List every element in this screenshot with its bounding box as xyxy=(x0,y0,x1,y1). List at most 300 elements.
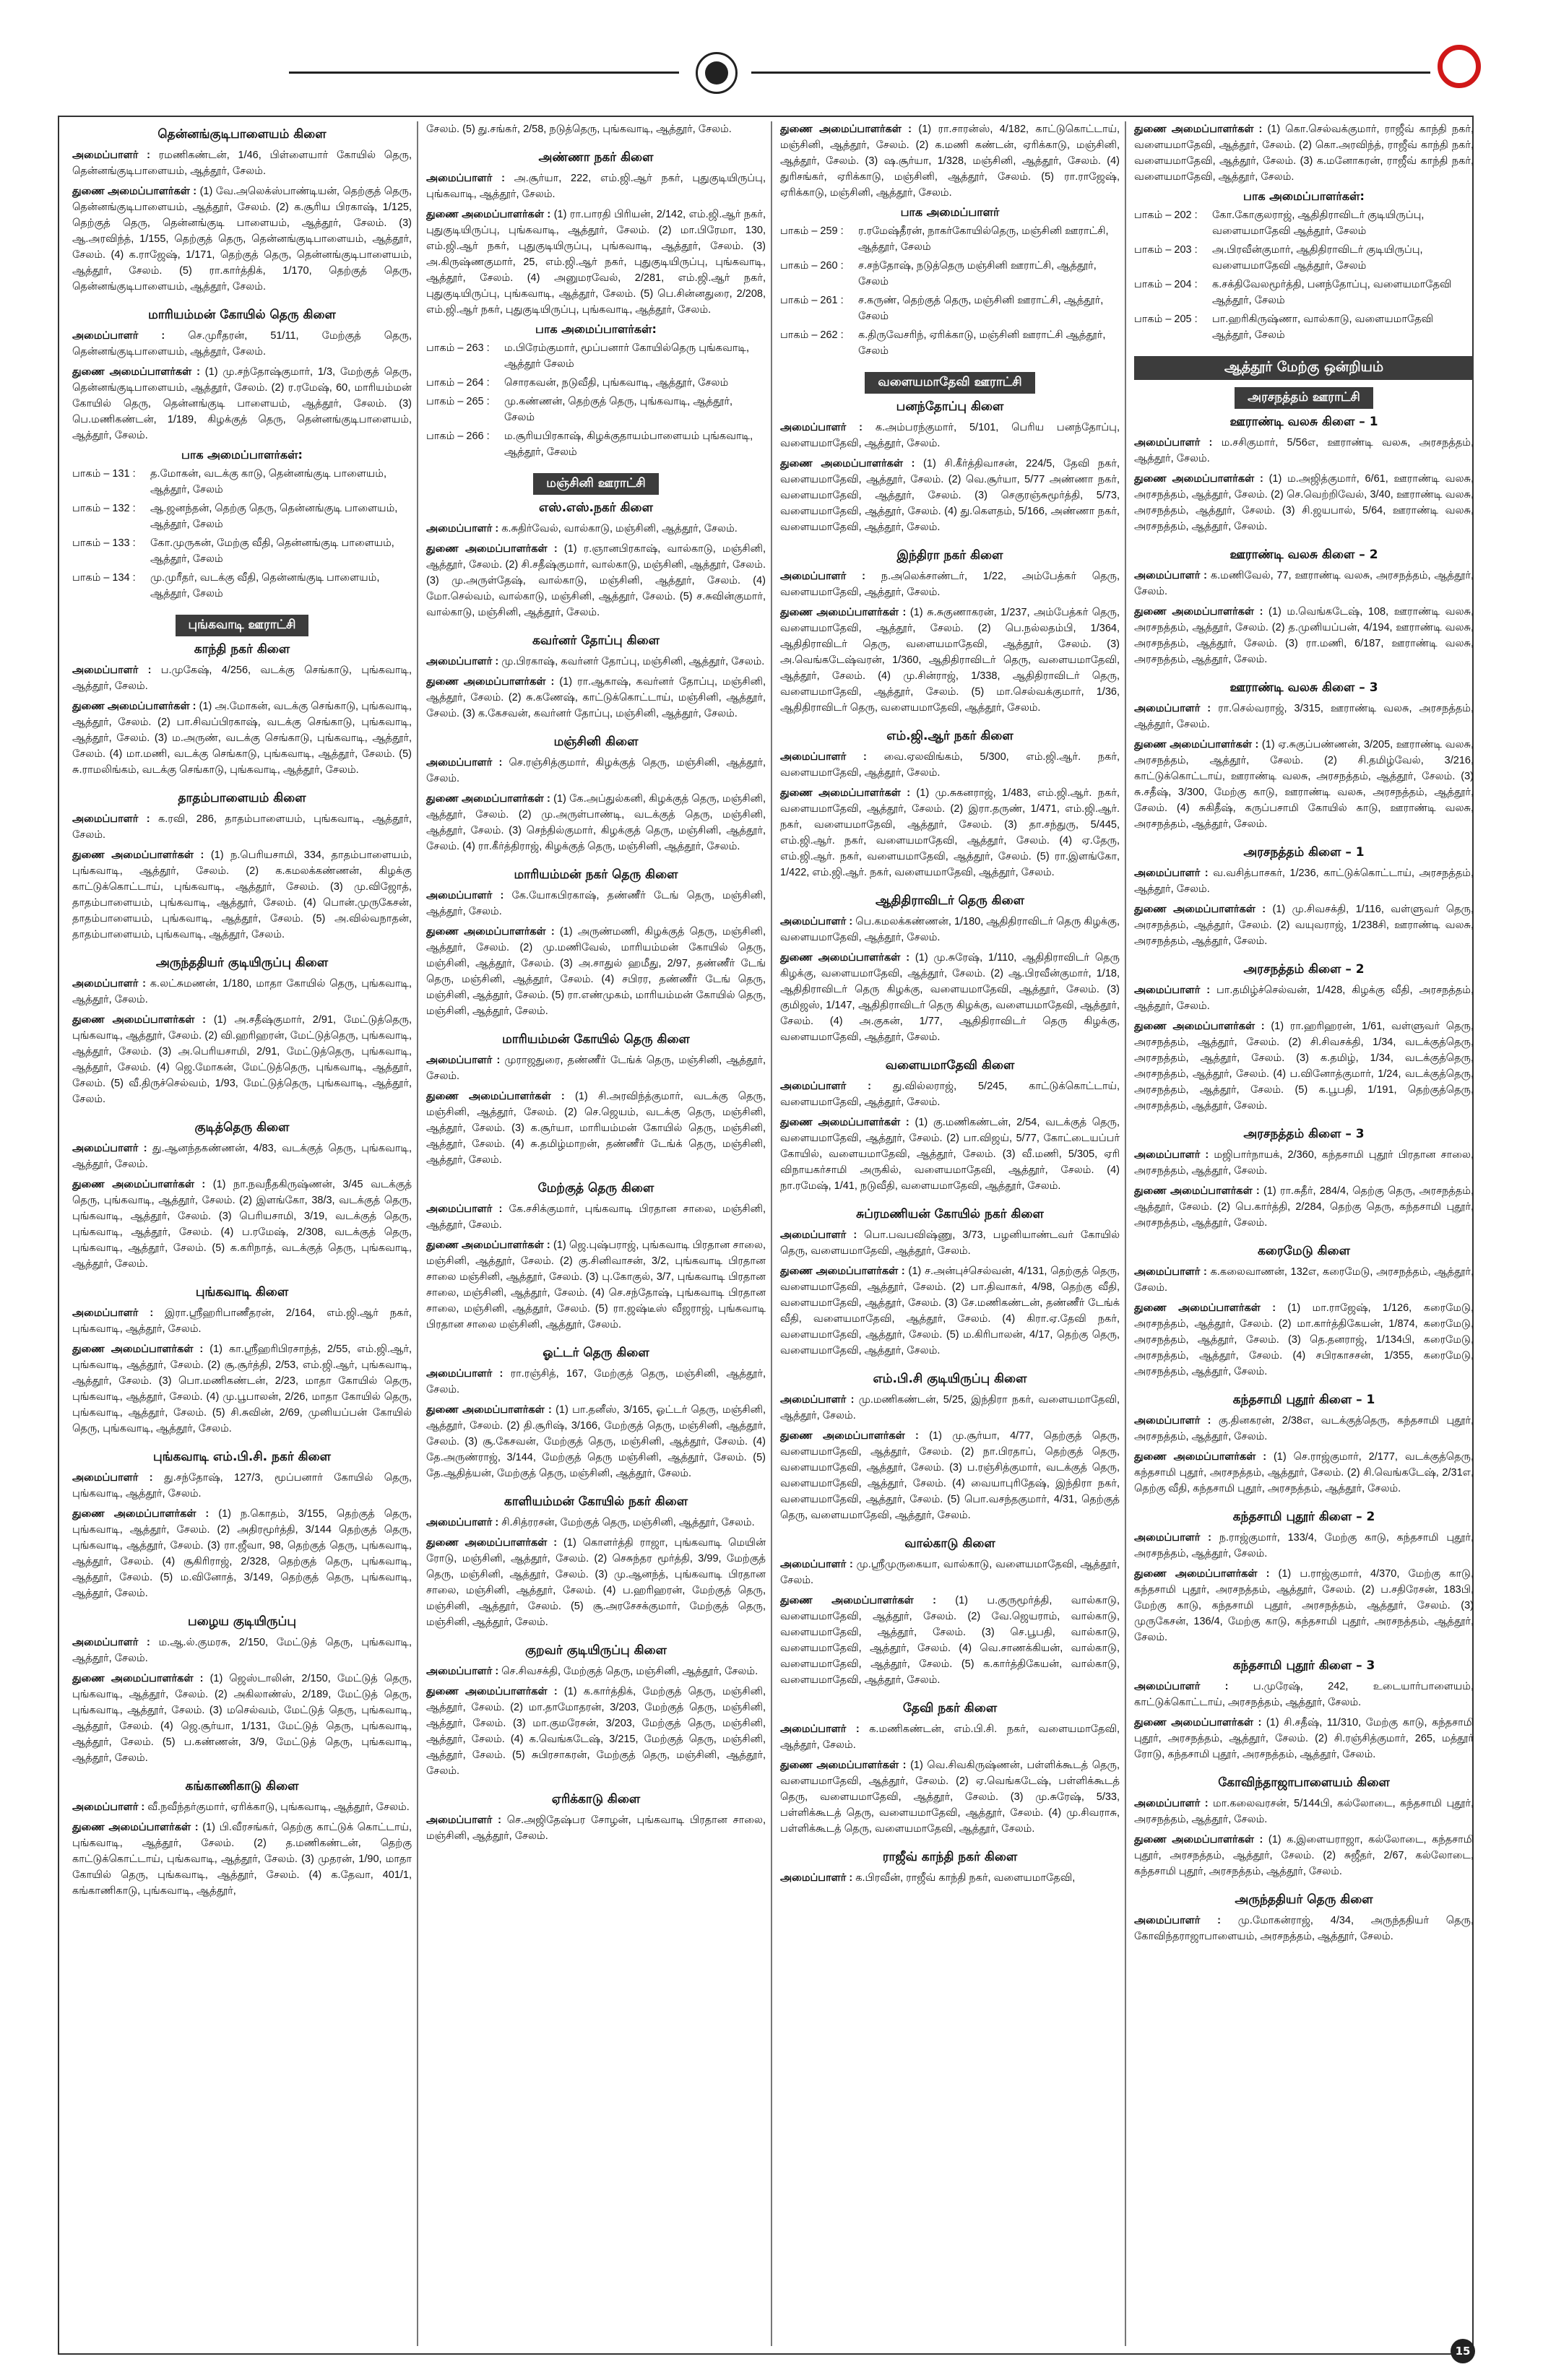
role-label: துணை அமைப்பாளர்கள் : xyxy=(1134,1834,1263,1845)
member-paragraph xyxy=(72,147,412,179)
role-label: துணை அமைப்பாளர்கள் : xyxy=(780,1117,909,1128)
role-label: துணை அமைப்பாளர்கள் : xyxy=(780,607,907,618)
branch-section xyxy=(72,1285,412,1437)
booth-row xyxy=(72,570,412,602)
role-label: அமைப்பாளர் : xyxy=(426,1666,499,1677)
member-text: க.ரவி, 286, தாதம்பாளையம், புங்கவாடி, ஆத்தூர், சேலம். xyxy=(72,813,412,841)
role-label: அமைப்பாளர் : xyxy=(426,1368,503,1380)
branch-section xyxy=(426,633,766,722)
branch-section xyxy=(780,1372,1120,1523)
role-label: துணை அமைப்பாளர்கள் : xyxy=(1134,1451,1267,1463)
booth-subtitle: பாக அமைப்பாளர்கள்: xyxy=(535,322,657,336)
branch-section xyxy=(1134,1510,1474,1645)
branch-title: குடித்தெரு கிளை xyxy=(194,1120,290,1135)
role-label: அமைப்பாளர் : xyxy=(780,1723,860,1735)
member-paragraph xyxy=(426,170,766,202)
column-4 xyxy=(1134,121,1474,2346)
branch-section xyxy=(780,372,1120,535)
role-label: அமைப்பாளர் : xyxy=(72,978,146,990)
role-label: துணை அமைப்பாளர்கள் : xyxy=(1134,1185,1260,1197)
booth-agent: கோ.கோகுலராஜ், ஆதிதிராவிடர் குடியிருப்பு, வளையமாதேவி ஆத்தூர், சேலம் xyxy=(1212,209,1425,237)
member-text: சி.சித்ரரசன், மேற்குத் தெரு, மஞ்சினி, ஆத்தூர், சேலம். xyxy=(501,1517,755,1528)
branch-title: கவர்னர் தோப்பு கிளை xyxy=(532,633,660,648)
role-label: துணை அமைப்பாளர்கள் : xyxy=(1134,1717,1262,1728)
branch-section xyxy=(780,1058,1120,1194)
role-label: அமைப்பாளர் : xyxy=(780,422,863,433)
branch-title: ஓட்டர் தெரு கிளை xyxy=(543,1346,649,1360)
role-label: துணை அமைப்பாளர்கள் : xyxy=(72,849,204,861)
booth-number: பாகம் – 205 : xyxy=(1134,313,1198,325)
member-text: (1) சி.கீர்த்திவாசன், 224/5, தேவி நகர், வளையமாதேவி, ஆத்தூர், சேலம். (2) வெ.சூர்யா, 5/77 அண்ணா நகர், வளையமாதேவி, ஆத்தூர், சேலம். (3) செகுரஞ்சுமூர்த்தி, 5/73, வளையமாதேவி, ஆத்தூர், சேலம். (4) து.கௌதம், 5/166, அண்ணா நகர், வளையமாதேவி, ஆத்தூர், சேலம். xyxy=(780,458,1120,533)
branch-section xyxy=(1134,1393,1474,1497)
role-label: அமைப்பாளர் : xyxy=(1134,867,1209,879)
member-paragraph xyxy=(1134,1264,1474,1296)
role-label: துணை அமைப்பாளர்கள் : xyxy=(1134,1021,1265,1032)
booth-number: பாகம் – 203 : xyxy=(1134,244,1198,256)
member-paragraph xyxy=(426,1366,766,1398)
booth-row xyxy=(426,375,766,391)
role-label: அமைப்பாளர் : xyxy=(1134,570,1208,581)
member-paragraph xyxy=(1134,121,1474,185)
role-label: அமைப்பாளர் : xyxy=(72,1143,147,1154)
branch-section xyxy=(426,1792,766,1844)
branch-section xyxy=(780,1850,1120,1886)
branch-section xyxy=(1134,121,1474,343)
branch-section xyxy=(1134,845,1474,949)
member-paragraph xyxy=(426,674,766,722)
member-paragraph xyxy=(426,1089,766,1168)
booth-number: பாகம் – 204 : xyxy=(1134,279,1198,290)
member-paragraph xyxy=(426,755,766,787)
member-paragraph xyxy=(1134,1832,1474,1879)
booth-number: பாகம் – 133 : xyxy=(72,537,136,549)
role-label: துணை அமைப்பாளர்கள் : xyxy=(426,209,551,220)
member-paragraph xyxy=(780,121,1120,201)
branch-title: காளியம்மன் கோயில் நகர் கிளை xyxy=(503,1494,688,1509)
booth-agent: மு.கண்ணன், தெற்குத் தெரு, புங்கவாடி, ஆத்தூர், சேலம் xyxy=(504,396,733,423)
role-label: துணை அமைப்பாளர்கள் : xyxy=(1134,473,1263,485)
branch-section xyxy=(1134,680,1474,832)
branch-title: வால்காடு கிளை xyxy=(904,1536,995,1551)
branch-section xyxy=(72,308,412,602)
branch-title: அரசநத்தம் கிளை – 1 xyxy=(1243,845,1365,860)
role-label: அமைப்பாளர் : xyxy=(72,330,165,342)
member-paragraph xyxy=(426,1684,766,1779)
member-text: செ.அஜிதேஷ்பர சோழன், புங்கவாடி பிரதான சாலை, மஞ்சினி, ஆத்தூர், சேலம். xyxy=(426,1814,766,1842)
branch-title: புங்கவாடி எம்.பி.சி. நகர் கிளை xyxy=(152,1450,331,1464)
branch-title: ஊராண்டி வலசு கிளை – 3 xyxy=(1229,680,1378,695)
branch-title: மாரியம்மன் கோயில் தெரு கிளை xyxy=(148,308,336,322)
member-text: (1) ரா.பாரதி பிரியன், 2/142, எம்.ஜி.ஆர் நகர், புதுகுடியிருப்பு, புங்கவாடி, ஆத்தூர், சேலம். (2) மா.பிரேமா, 130, எம்.ஜி.ஆர் நகர், புதுகுடியிருப்பு, புங்கவாடி, ஆத்தூர், சேலம். (3) அ.கிருஷ்ணகுமார், 25, எம்.ஜி.ஆர் நகர், புதுகுடியிருப்பு, புங்கவாடி, ஆத்தூர், சேலம். (4) அனுமரவேல், 2/281, எம்.ஜி.ஆர் நகர், புதுகுடியிருப்பு, புங்கவாடி, ஆத்தூர், சேலம். (5) பெ.சின்னதுரை, 2/208, எம்.ஜி.ஆர் நகர், புதுகுடியிருப்பு, புங்கவாடி, ஆத்தூர், சேலம். xyxy=(426,209,766,316)
branch-section xyxy=(72,1120,412,1272)
booth-agent: ர.ரமேஷ்தீரன், நாகர்கோயில்தெரு, மஞ்சினி ஊராட்சி, ஆத்தூர், சேலம் xyxy=(858,225,1109,253)
member-text: (1) வெ.சிவகிருஷ்ணன், பள்ளிக்கூடத் தெரு, வளையமாதேவி, ஆத்தூர், சேலம். (2) ஏ.வெங்கடேஷ், பள்ளிக்கூடத் தெரு, வளையமாதேவி, ஆத்தூர், சேலம். (3) மு.சுரேஷ், 5/33, பள்ளிக்கூடத் தெரு, வளையமாதேவி, ஆத்தூர், சேலம். (4) மு.சிவராசு, பள்ளிக்கூடத் தெரு, வளையமாதேவி, ஆத்தூர், சேலம். xyxy=(780,1760,1120,1835)
member-text: பா.தமிழ்ச்செல்வன், 1/428, கிழக்கு வீதி, அரசநத்தம், ஆத்தூர், சேலம். xyxy=(1134,985,1474,1012)
member-paragraph xyxy=(1134,1300,1474,1380)
member-text: மு.மணிகண்டன், 5/25, இந்திரா நகர், வளையமாதேவி, ஆத்தூர், சேலம். xyxy=(780,1394,1120,1421)
booth-number: பாகம் – 260 : xyxy=(780,260,844,272)
booth-number: பாகம் – 263 : xyxy=(426,342,490,354)
role-label: துணை அமைப்பாளர்கள் : xyxy=(426,543,558,555)
member-text: (1) வே.அலெக்ஸ்பாண்டியன், தெற்குத் தெரு, தென்னங்குடிபாளையம், ஆத்தூர், சேலம். (2) க.சூரிய பிரகாஷ், 1/125, தெற்குத் தெரு, தென்னங்குடி பாளையம், ஆத்தூர், சேலம். (3) ஆ.அரவிந்த், 1/155, தெற்குத் தெரு, தென்னங்குடிபாளையம், ஆத்தூர், சேலம். (4) க.ராஜேஷ், 1/171, தெற்குத் தெரு, தென்னங்குடிபாளையம், ஆத்தூர், சேலம். (5) ரா.கார்த்திக், 1/170, தெற்குத் தெரு, தென்னங்குடிபாளையம், ஆத்தூர், சேலம். xyxy=(72,186,412,293)
role-label: அமைப்பாளர் : xyxy=(1134,1415,1211,1427)
member-paragraph xyxy=(780,456,1120,535)
member-text: செ.ரஞ்சித்குமார், கிழக்குத் தெரு, மஞ்சினி, ஆத்தூர், சேலம். xyxy=(426,757,766,784)
member-text: (1) செ.ராஜ்குமார், 2/177, வடக்குத்தெரு, கந்தசாமி புதூர், அரசநத்தம், ஆத்தூர், சேலம். (2) சி.வெங்கடேஷ், 2/31எ, தெற்கு வீதி, கந்தசாமி புதூர், அரசநத்தம், ஆத்தூர், சேலம். xyxy=(1134,1451,1474,1494)
branch-section xyxy=(1134,356,1474,535)
member-paragraph xyxy=(1134,701,1474,732)
booth-row xyxy=(1134,311,1474,343)
role-label: துணை அமைப்பாளர்கள் : xyxy=(1134,1302,1276,1314)
branch-section xyxy=(72,127,412,295)
role-label: துணை அமைப்பாளர்கள் : xyxy=(1134,606,1263,618)
role-label: துணை அமைப்பாளர்கள் : xyxy=(780,124,912,135)
panchayat-banner: புங்கவாடி ஊராட்சி xyxy=(176,615,309,636)
role-label: அமைப்பாளர் : xyxy=(1134,1681,1229,1692)
member-text: க.சுதிர்வேல், வால்காடு, மஞ்சினி, ஆத்தூர், சேலம். xyxy=(501,523,738,535)
member-text: (1) சி.அரவிந்த்குமார், வடக்கு தெரு, மஞ்சினி, ஆத்தூர், சேலம். (2) செ.ஜெயம், வடக்கு தெரு, மஞ்சினி, ஆத்தூர், சேலம். (3) க.சூர்யா, மாரியம்மன் கோயில் தெரு, மஞ்சினி, ஆத்தூர், சேலம். (4) சு.தமிழ்மாறன், தண்ணீர் டேங்க் தெரு, மஞ்சினி, ஆத்தூர், சேலம். xyxy=(426,1091,766,1166)
member-text: பெ.கமலக்கண்ணன், 1/180, ஆதிதிராவிடர் தெரு கிழக்கு, வளையமாதேவி, ஆத்தூர், சேலம். xyxy=(780,916,1120,943)
member-paragraph xyxy=(1134,435,1474,467)
role-label: அமைப்பாளர் : xyxy=(1134,437,1213,449)
role-label: துணை அமைப்பாளர்கள் : xyxy=(426,1091,565,1102)
booth-row xyxy=(426,394,766,425)
role-label: அமைப்பாளர் : xyxy=(780,1559,853,1570)
role-label: அமைப்பாளர் : xyxy=(426,1055,501,1066)
member-text: (1) ந.கொதம், 3/155, தெற்குத் தெரு, புங்கவாடி, ஆத்தூர், சேலம். (2) அதிரமூர்த்தி, 3/144 தெற்குத் தெரு, புங்கவாடி, ஆத்தூர், சேலம். (3) ரா.ஜீவா, 98, தெற்குத் தெரு, புங்கவாடி, ஆத்தூர், சேலம். (4) சூகிரிராஜ், 2/328, தெற்குத் தெரு, புங்கவாடி, ஆத்தூர், சேலம். (5) ம.வினோத், 3/149, தெற்குத் தெரு, புங்கவாடி, ஆத்தூர், சேலம். xyxy=(72,1508,412,1599)
member-paragraph xyxy=(1134,1796,1474,1827)
member-paragraph xyxy=(1134,1183,1474,1231)
branch-title: ராஜீவ் காந்தி நகர் கிளை xyxy=(882,1850,1018,1864)
member-text: கே.யோகபிரகாஷ், தண்ணீர் டேங் தெரு, மஞ்சினி, ஆத்தூர், சேலம். xyxy=(426,890,766,917)
member-paragraph xyxy=(426,1201,766,1233)
member-paragraph xyxy=(426,121,766,137)
branch-title: காந்தி நகர் கிளை xyxy=(194,642,290,657)
booth-agent: அ.பிரவீன்குமார், ஆதிதிராவிடர் குடியிருப்பு, வளையமாதேவி ஆத்தூர், சேலம் xyxy=(1212,244,1423,272)
member-paragraph xyxy=(426,654,766,670)
panchayat-banner: வளையமாதேவி ஊராட்சி xyxy=(865,372,1034,394)
branch-section xyxy=(780,1701,1120,1837)
branch-section xyxy=(426,1346,766,1481)
header-rule-left xyxy=(289,72,679,74)
booth-agent: க.திருவேசரிந், ஏரிக்காடு, மஞ்சினி ஊராட்சி ஆத்தூர், சேலம் xyxy=(858,329,1106,357)
union-banner: ஆத்தூர் மேற்கு ஒன்றியம் xyxy=(1134,356,1474,380)
member-text: து.சந்தோஷ், 127/3, மூப்பனார் கோயில் தெரு, புங்கவாடி, ஆத்தூர், சேலம். xyxy=(72,1472,412,1500)
member-paragraph xyxy=(72,183,412,295)
role-label: அமைப்பாளர் : xyxy=(72,1637,150,1648)
page-number: 15 xyxy=(1451,2339,1475,2363)
member-paragraph xyxy=(72,1635,412,1666)
member-paragraph xyxy=(426,791,766,854)
member-text: (1) ந.பெரியசாமி, 334, தாதம்பாளையம், புங்கவாடி, ஆத்தூர், சேலம். (2) க.கமலக்கண்ணன், கிழக்கு காட்டுக்கொட்டாய், புங்கவாடி, ஆத்தூர், சேலம். (3) மு.விஜோத், தாதம்பாளையம், புங்கவாடி, ஆத்தூர், சேலம். (4) பொன்.முருகேசன், தாதம்பாளையம், புங்கவாடி, ஆத்தூர், சேலம். (5) அ.வில்வநாதன், தாதம்பாளையம், புங்கவாடி, ஆத்தூர், சேலம். xyxy=(72,849,412,940)
branch-section xyxy=(426,150,766,460)
branch-section xyxy=(1134,1244,1474,1380)
branch-section xyxy=(426,1032,766,1168)
branch-section xyxy=(72,1450,412,1601)
branch-title: தென்னங்குடிபாளையம் கிளை xyxy=(157,127,327,142)
branch-title: எம்.பி.சி குடியிருப்பு கிளை xyxy=(873,1372,1027,1386)
member-paragraph xyxy=(72,1341,412,1437)
booth-agent: த.மோகன், வடக்கு காடு, தென்னங்குடி பாளையம், ஆத்தூர், சேலம் xyxy=(150,468,387,496)
role-label: துணை அமைப்பாளர்கள் : xyxy=(72,1673,204,1684)
role-label: துணை அமைப்பாளர்கள் : xyxy=(72,1343,204,1355)
role-label: அமைப்பாளர் : xyxy=(1134,1149,1209,1161)
header-rule-right xyxy=(751,72,1430,74)
column-divider xyxy=(1125,121,1126,2346)
member-paragraph xyxy=(72,1799,412,1815)
branch-title: பனந்தோப்பு கிளை xyxy=(896,399,1004,414)
member-text: முராஜதுரை, தண்ணீர் டேங்க் தெரு, மஞ்சினி, ஆத்தூர், சேலம். xyxy=(426,1055,766,1082)
role-label: அமைப்பாளர் : xyxy=(1134,1532,1211,1544)
member-paragraph xyxy=(426,207,766,318)
role-label: துணை அமைப்பாளர்கள் : xyxy=(426,1686,558,1697)
booth-row xyxy=(1134,207,1474,239)
member-text: ந.அலெக்சாண்டர், 1/22, அம்பேத்கர் தெரு, வளையமாதேவி, ஆத்தூர், சேலம். xyxy=(780,571,1120,598)
member-text: (1) ப.ராஜ்குமார், 4/370, மேற்கு காடு, கந்தசாமி புதூர், அரசநத்தம், ஆத்தூர், சேலம். (2) ப.சதிரேசன், 183பி, மேற்கு காடு, கந்தசாமி புதூர், அரசநத்தம், ஆத்தூர், சேலம். (3) முருகேசன், 136/4, மேற்கு காடு, கந்தசாமி புதூர், அரசநத்தம், ஆத்தூர், சேலம். xyxy=(1134,1568,1474,1643)
member-paragraph xyxy=(780,1757,1120,1837)
member-text: மு.ஸ்ரீமுருகையா, வால்காடு, வளையமாதேவி, ஆத்தூர், சேலம். xyxy=(780,1559,1120,1586)
branch-title: கோவிந்தாஜாபாளையம் கிளை xyxy=(1218,1775,1390,1790)
role-label: அமைப்பாளர் : xyxy=(426,523,499,535)
role-label: துணை அமைப்பாளர்கள் : xyxy=(1134,124,1263,135)
member-text: (1) அ.மோகன், வடக்கு செங்காடு, புங்கவாடி, ஆத்தூர், சேலம். (2) பா.சிவப்பிரகாஷ், வடக்கு செங்காடு, புங்கவாடி, ஆத்தூர், சேலம். (3) ம.அருண், வடக்கு செங்காடு, புங்கவாடி, ஆத்தூர், சேலம். (4) மா.மணி, வடக்கு செங்காடு, புங்கவாடி, ஆத்தூர், சேலம். (5) சு.ராமலிங்கம், வடக்கு செங்காடு, புங்கவாடி, ஆத்தூர், சேலம். xyxy=(72,701,412,776)
member-paragraph xyxy=(780,1593,1120,1688)
booth-number: பாகம் – 131 : xyxy=(72,468,136,480)
branch-section xyxy=(72,1614,412,1766)
booth-row xyxy=(780,327,1120,359)
role-label: துணை அமைப்பாளர்கள் : xyxy=(1134,904,1266,915)
column-divider xyxy=(417,121,418,2346)
booth-number: பாகம் – 266 : xyxy=(426,430,490,442)
member-paragraph xyxy=(1134,1913,1474,1944)
branch-title: பழைய குடியிருப்பு xyxy=(188,1614,296,1629)
branch-title: அருந்ததியர் தெரு கிளை xyxy=(1235,1892,1373,1907)
member-text: (1) கே.அப்துல்கனி, கிழக்குத் தெரு, மஞ்சினி, ஆத்தூர், சேலம். (2) மு.அருள்பாண்டி, வடக்குத் தெரு, மஞ்சினி, ஆத்தூர், சேலம். (3) செந்தில்குமார், கிழக்குத் தெரு, மஞ்சினி, ஆத்தூர், சேலம். (4) ரா.கீர்த்திராஜ், கிழக்குத் தெரு, மஞ்சினி, ஆத்தூர், சேலம். xyxy=(426,793,766,852)
member-text: சேலம். (5) து.சங்கர், 2/58, நடுத்தெரு, புங்கவாடி, ஆத்தூர், சேலம். xyxy=(426,124,732,135)
role-label: அமைப்பாளர் : xyxy=(780,1872,853,1884)
member-paragraph xyxy=(1134,1566,1474,1645)
booth-agent: ச.கருண், தெற்குத் தெரு, மஞ்சினி ஊராட்சி, ஆத்தூர், சேலம் xyxy=(858,295,1104,322)
role-label: துணை அமைப்பாளர்கள் : xyxy=(72,1508,209,1520)
member-text: பொ.பவபவிஷ்ணு, 3/73, பழனியாண்டவர் கோயில் தெரு, வளையமாதேவி, ஆத்தூர், சேலம். xyxy=(780,1229,1120,1257)
branch-title: சுப்ரமணியன் கோயில் நகர் கிளை xyxy=(856,1207,1044,1221)
member-paragraph xyxy=(1134,982,1474,1014)
member-paragraph xyxy=(426,1663,766,1679)
role-label: அமைப்பாளர் : xyxy=(780,1081,871,1092)
branch-title: கந்தசாமி புதூர் கிளை – 1 xyxy=(1232,1393,1375,1407)
booth-row xyxy=(426,428,766,460)
branch-section xyxy=(780,548,1120,716)
booth-row xyxy=(1134,277,1474,308)
member-text: து.வில்லராஜ், 5/245, காட்டுக்கொட்டாய், வளையமாதேவி, ஆத்தூர், சேலம். xyxy=(780,1081,1120,1108)
column-2 xyxy=(426,121,766,2346)
member-text: க.மணிகண்டன், எம்.பி.சி. நகர், வளையமாதேவி, ஆத்தூர், சேலம். xyxy=(780,1723,1120,1751)
member-text: ப.முகேஷ், 4/256, வடக்கு செங்காடு, புங்கவாடி, ஆத்தூர், சேலம். xyxy=(72,665,412,692)
member-text: ரா.செல்வராஜ், 3/315, ஊராண்டி வலசு, அரசநத்தம், ஆத்தூர், சேலம். xyxy=(1134,703,1474,730)
booth-subtitle: பாக அமைப்பாளர் xyxy=(900,205,1000,219)
member-text: (1) ஜெ.புஷ்பராஜ், புங்கவாடி பிரதான சாலை, மஞ்சினி, ஆத்தூர், சேலம். (2) கு.சினிவாசன், 3/2, புங்கவாடி பிரதான சாலை மஞ்சினி, ஆத்தூர், சேலம். (3) பு.கோகுல், 3/7, புங்கவாடி பிரதான சாலை, மஞ்சினி, ஆத்தூர், சேலம். (4) செ.சந்தோஷ், புங்கவாடி பிரதான சாலை, மஞ்சினி, ஆத்தூர், சேலம். (5) ரா.ஜஷ்டீஸ் வீஜராஜ், புங்கவாடி பிரதான சாலை மஞ்சினி, ஆத்தூர், சேலம். xyxy=(426,1239,766,1330)
member-text: ப.முரேஷ், 242, உடையார்பாளையம், காட்டுக்கொட்டாய், அரசநத்தம், ஆத்தூர், சேலம். xyxy=(1134,1681,1474,1708)
branch-section xyxy=(426,1643,766,1779)
member-paragraph xyxy=(1134,865,1474,897)
member-text: மா.கலைவரசன், 5/144பி, கல்லோடை, கந்தசாமி புதூர், அரசநத்தம், ஆத்தூர், சேலம். xyxy=(1134,1798,1474,1825)
booth-number: பாகம் – 202 : xyxy=(1134,209,1198,221)
branch-title: தேவி நகர் கிளை xyxy=(902,1701,998,1715)
member-text: (1) ரா.சுதீர், 284/4, தெற்கு தெரு, அரசநத்தம், ஆத்தூர், சேலம். (2) பெ.கார்த்தி, 2/284, தெற்கு தெரு, கந்தசாமி புதூர், அரசநத்தம், ஆத்தூர், சேலம். xyxy=(1134,1185,1474,1229)
role-label: துணை அமைப்பாளர்கள் : xyxy=(780,1595,936,1606)
member-text: மு.மோகன்ராஜ், 4/34, அருந்ததியர் தெரு, கோவிந்தராஜாபாளையம், அரசநத்தம், ஆத்தூர், சேலம். xyxy=(1134,1915,1474,1942)
branch-section xyxy=(426,121,766,137)
member-text: (1) மா.ராஜேஷ், 1/126, கரைமேடு, அரசநத்தம், ஆத்தூர், சேலம். (2) மா.கார்த்திகேயன், 1/874, கரைமேடு, அரசநத்தம், ஆத்தூர், சேலம். (3) தெ.தனராஜ், 1/134பி, கரைமேடு, அரசநத்தம், ஆத்தூர், சேலம். (4) சபிரகாசசன், 1/355, கரைமேடு, அரசநத்தம், ஆத்தூர், சேலம். xyxy=(1134,1302,1474,1377)
member-text: கு.தினகரன், 2/38எ, வடக்குத்தெரு, கந்தசாமி புதூர், அரசநத்தம், ஆத்தூர், சேலம். xyxy=(1134,1415,1474,1442)
member-text: (1) ரா.ஹரிஹரன், 1/61, வள்ளுவர் தெரு, அரசநத்தம், ஆத்தூர், சேலம். (2) சி.சிவசக்தி, 1/34, வடக்குத்தெரு, அரசநத்தம், ஆத்தூர், சேலம். (3) க.தமிழ், 1/34, வடக்குத்தெரு, அரசநத்தம், ஆத்தூர், சேலம். (4) ப.வினோத்குமார், 1/24, வடக்குத்தெரு, அரசநத்தம், ஆத்தூர், சேலம். (5) க.பூபதி, 1/191, தெற்குத்தெரு, அரசநத்தம், ஆத்தூர், சேலம். xyxy=(1134,1021,1474,1112)
member-text: வை.ஏலவிங்கம், 5/300, எம்.ஜி.ஆர். நகர், வளையமாதேவி, ஆத்தூர், சேலம். xyxy=(780,751,1120,779)
branch-section xyxy=(780,121,1120,359)
role-label: துணை அமைப்பாளர்கள் : xyxy=(426,676,555,688)
branch-section xyxy=(780,1536,1120,1688)
member-text: (1) ம.அஜித்குமார், 6/61, ஊராண்டி வலசு, அரசநத்தம், ஆத்தூர், சேலம். (2) செ.வெற்றிவேல், 3/40, ஊராண்டி வலசு, அரசநத்தம், ஆத்தூர், சேலம். (3) சி.ஜயபால், 5/64, ஊராண்டி வலசு, அரசநத்தம், ஆத்தூர், சேலம். xyxy=(1134,473,1474,532)
branch-title: குறவர் குடியிருப்பு கிளை xyxy=(525,1643,667,1658)
booth-row xyxy=(1134,242,1474,274)
panchayat-banner: அரசநத்தம் ஊராட்சி xyxy=(1235,387,1373,409)
branch-title: அண்ணா நகர் கிளை xyxy=(538,150,654,165)
member-text: (1) ரா.ஆகாஷ், கவர்னர் தோப்பு, மஞ்சினி, ஆத்தூர், சேலம். (2) சு.கணேஷ், காட்டுக்கொட்டாய், மஞ்சினி, ஆத்தூர், சேலம். (3) க.கேசவன், கவர்னர் தோப்பு, மஞ்சினி, ஆத்தூர், சேலம். xyxy=(426,676,766,719)
booth-row xyxy=(426,340,766,372)
role-label: அமைப்பாளர் : xyxy=(780,1394,855,1406)
member-text: (1) மு.சந்தோஷ்குமார், 1/3, மேற்குத் தெரு, தென்னங்குடிபாளையம், ஆத்தூர், சேலம். (2) ர.ரமேஷ், 60, மாரியம்மன் கோயில் தெரு, தென்னங்குடி பாளையம், ஆத்தூர், சேலம். (3) பெ.மணிகண்டன், 1/189, கிழக்குத் தெரு, தென்னங்குடிபாளையம், ஆத்தூர், சேலம். xyxy=(72,366,412,441)
member-text: ரமணிகண்டன், 1/46, பிள்ளையார் கோயில் தெரு, தென்னங்குடிபாளையம், ஆத்தூர், சேலம். xyxy=(72,150,412,177)
branch-section xyxy=(1134,1658,1474,1762)
role-label: அமைப்பாளர் : xyxy=(72,665,152,676)
branch-title: கந்தசாமி புதூர் கிளை – 2 xyxy=(1232,1510,1375,1524)
member-paragraph xyxy=(780,1227,1120,1259)
member-text: கே.சசிக்குமார், புங்கவாடி பிரதான சாலை, மஞ்சினி, ஆத்தூர், சேலம். xyxy=(426,1203,766,1231)
booth-agent: ம.பிரேம்குமார், மூப்பனார் கோயில்தெரு புங்கவாடி, ஆத்தூர் சேலம் xyxy=(504,342,749,370)
branch-title: கங்காணிகாடு கிளை xyxy=(185,1779,299,1793)
member-text: க.பிரவீன், ராஜீவ் காந்தி நகர், வளையமாதேவி, xyxy=(855,1872,1076,1884)
member-paragraph xyxy=(1134,737,1474,832)
role-label: துணை அமைப்பாளர்கள் : xyxy=(1134,739,1259,750)
member-paragraph xyxy=(72,364,412,443)
member-paragraph xyxy=(72,1141,412,1172)
branch-title: ஊராண்டி வலசு கிளை – 2 xyxy=(1229,548,1378,562)
branch-title: தாதம்பாளையம் கிளை xyxy=(178,791,306,805)
member-paragraph xyxy=(780,950,1120,1045)
member-paragraph xyxy=(72,847,412,943)
role-label: துணை அமைப்பாளர்கள் : xyxy=(780,1760,907,1771)
branch-title: அரசநத்தம் கிளை – 2 xyxy=(1243,962,1365,977)
branch-section xyxy=(780,729,1120,880)
member-paragraph xyxy=(1134,1530,1474,1562)
member-paragraph xyxy=(780,749,1120,781)
member-paragraph xyxy=(72,328,412,360)
member-paragraph xyxy=(72,1305,412,1337)
member-text: (1) சி.சதீஷ், 11/310, மேற்கு காடு, கந்தசாமி புதூர், அரசநத்தம், ஆத்தூர், சேலம். (2) சி.ரஞ்சித்குமார், 265, மத்தூர் ரோடு, கந்தசாமி புதூர், அரசநத்தம், ஆத்தூர், சேலம். xyxy=(1134,1717,1474,1760)
member-paragraph xyxy=(72,1506,412,1601)
branch-title: எஸ்.எஸ்.நகர் கிளை xyxy=(539,501,653,515)
role-label: துணை அமைப்பாளர்கள் : xyxy=(72,701,196,712)
member-text: க.அம்பரந்குமார், 5/101, பெரிய பனந்தோப்பு, வளையமாதேவி, ஆத்தூர், சேலம். xyxy=(780,422,1120,449)
member-text: மு.பிரகாஷ், கவர்னர் தோப்பு, மஞ்சினி, ஆத்தூர், சேலம். xyxy=(501,656,765,667)
member-paragraph xyxy=(1134,901,1474,949)
branch-section xyxy=(72,791,412,943)
branch-section xyxy=(426,735,766,854)
branch-title: மேற்குத் தெரு கிளை xyxy=(537,1181,654,1195)
role-label: அமைப்பாளர் : xyxy=(426,890,504,901)
role-label: அமைப்பாளர் : xyxy=(72,1801,145,1813)
branch-section xyxy=(426,1494,766,1630)
member-paragraph xyxy=(780,1721,1120,1753)
branch-title: ஊராண்டி வலசு கிளை – 1 xyxy=(1229,415,1378,429)
role-label: துணை அமைப்பாளர்கள் : xyxy=(426,1239,550,1251)
member-paragraph xyxy=(72,662,412,694)
member-text: ரா.ரஞ்சித், 167, மேற்குத் தெரு, மஞ்சினி, ஆத்தூர், சேலம். xyxy=(426,1368,766,1395)
booth-row xyxy=(72,535,412,567)
member-paragraph xyxy=(1134,1018,1474,1114)
branch-section xyxy=(1134,1775,1474,1879)
member-paragraph xyxy=(426,521,766,537)
role-label: அமைப்பாளர் : xyxy=(1134,1266,1207,1278)
booth-agent: ச.சந்தோஷ், நடுத்தெரு மஞ்சினி ஊராட்சி, ஆத்தூர், சேலம் xyxy=(858,260,1097,287)
branch-title: அருந்ததியர் குடியிருப்பு கிளை xyxy=(155,956,329,970)
member-paragraph xyxy=(780,1557,1120,1588)
member-paragraph xyxy=(72,1671,412,1766)
member-text: (1) ச.அன்புச்செல்வன், 4/131, தெற்குத் தெரு, வளையமாதேவி, ஆத்தூர், சேலம். (2) பா.திவாகர், 4/98, தெற்கு வீதி, வளையமாதேவி, ஆத்தூர், சேலம். (3) சே.மணிகண்டன், தண்ணீர் டேங்க் வீதி, வளையமாதேவி, ஆத்தூர், சேலம். (4) கிரா.ஏ.தேவி நகர், வளையமாதேவி, ஆத்தூர், சேலம். (5) ம.கிரிபாலன், 4/17, தெற்கு தெரு, வளையமாதேவி, ஆத்தூர், சேலம். xyxy=(780,1265,1120,1356)
member-paragraph xyxy=(72,698,412,778)
branch-section xyxy=(1134,1892,1474,1944)
branch-title: வளையமாதேவி கிளை xyxy=(885,1058,1015,1073)
role-label: அமைப்பாளர் : xyxy=(426,1517,499,1528)
member-paragraph xyxy=(780,914,1120,945)
role-label: துணை அமைப்பாளர்கள் : xyxy=(426,793,550,805)
member-paragraph xyxy=(72,1819,412,1899)
branch-section xyxy=(1134,548,1474,667)
member-text: க.கலைவாணன், 132எ, கரைமேடு, அரசநத்தம், ஆத்தூர், சேலம். xyxy=(1134,1266,1474,1294)
member-text: (1) கா.ஸ்ரீஹரிபிரசாந்த், 2/55, எம்.ஜி.ஆர், புங்கவாடி, ஆத்தூர், சேலம். (2) சூ.சூர்த்தி, 2/53, எம்.ஜி.ஆர், புங்கவாடி, ஆத்தூர், சேலம். (3) பொ.மணிகண்டன், 2/23, மாதா கோயில் தெரு, புங்கவாடி, ஆத்தூர், சேலம். (4) மு.பூபாலன், 2/26, மாதா கோயில் தெரு, புங்கவாடி, ஆத்தூர், சேலம். (5) சி.சுவின், 2/69, முனியப்பன் கோயில் தெரு, புங்கவாடி, ஆத்தூர், சேலம். xyxy=(72,1343,412,1435)
branch-title: மாரியம்மன் நகர் தெரு கிளை xyxy=(514,867,678,882)
member-paragraph xyxy=(426,1535,766,1630)
member-text: வீ.நவீந்தர்குமார், ஏரிக்காடு, புங்கவாடி, ஆத்தூர், சேலம். xyxy=(147,1801,410,1813)
role-label: துணை அமைப்பாளர்கள் : xyxy=(72,1822,199,1833)
member-text: மஜிபார்நாயக், 2/360, கந்தசாமி புதூர் பிரதான சாலை, அரசநத்தம், ஆத்தூர், சேலம். xyxy=(1134,1149,1474,1177)
member-text: (1) அ.சதீஷ்குமார், 2/91, மேட்டுத்தெரு, புங்கவாடி, ஆத்தூர், சேலம். (2) வி.ஹரிஹரன், மேட்டுத்தெரு, புங்கவாடி, ஆத்தூர், சேலம். (3) அ.பெரியசாமி, 2/91, மேட்டுத்தெரு, புங்கவாடி, ஆத்தூர், சேலம். (4) ஜெ.மோகன், மேட்டுத்தெரு, புங்கவாடி, ஆத்தூர், சேலம். (5) வீ.திருச்செல்வம், 1/93, மேட்டுத்தெரு, புங்கவாடி, ஆத்தூர், சேலம். xyxy=(72,1014,412,1105)
member-paragraph xyxy=(780,1870,1120,1886)
member-paragraph xyxy=(1134,1679,1474,1710)
member-paragraph xyxy=(1134,568,1474,600)
panchayat-banner: மஞ்சினி ஊராட்சி xyxy=(533,473,658,495)
role-label: அமைப்பாளர் : xyxy=(426,1203,503,1215)
column-1 xyxy=(72,121,412,2346)
branch-title: கந்தசாமி புதூர் கிளை – 3 xyxy=(1232,1658,1375,1673)
member-text: (1) மு.சுகனராஜ், 1/483, எம்.ஜி.ஆர். நகர், வளையமாதேவி, ஆத்தூர், சேலம். (2) இரா.தருண், 1/471, எம்.ஜி.ஆர். நகர், வளையமாதேவி, ஆத்தூர், சேலம். (3) தா.சந்துரு, 5/445, எம்.ஜி.ஆர். நகர், வளையமாதேவி, ஆத்தூர், சேலம். (4) ஏ.தேரு, எம்.ஜி.ஆர். நகர், வளையமாதேவி, ஆத்தூர், சேலம். (5) ரா.இளங்கோ, 1/422, எம்.ஜி.ஆர். நகர், வளையமாதேவி, ஆத்தூர், சேலம். xyxy=(780,787,1120,878)
branch-section xyxy=(72,956,412,1107)
member-text: செ.முரீதரன், 51/11, மேற்குத் தெரு, தென்னங்குடிபாளையம், ஆத்தூர், சேலம். xyxy=(72,330,412,358)
role-label: அமைப்பாளர் : xyxy=(780,1229,857,1241)
role-label: துணை அமைப்பாளர்கள் : xyxy=(780,458,915,469)
branch-title: புங்கவாடி கிளை xyxy=(195,1285,289,1299)
role-label: அமைப்பாளர் : xyxy=(780,571,865,582)
role-label: அமைப்பாளர் : xyxy=(1134,1915,1221,1926)
member-text: (1) கொ.செல்வக்குமார், ராஜீவ் காந்தி நகர், வளையமாதேவி, ஆத்தூர், சேலம். (2) கொ.அரவிந்த், ராஜீவ் காந்தி நகர், வளையமாதேவி, ஆத்தூர், சேலம். (3) க.மனோகரன், ராஜீவ் காந்தி நகர், வளையமாதேவி, ஆத்தூர், சேலம். xyxy=(1134,124,1474,183)
booth-number: பாகம் – 259 : xyxy=(780,225,844,237)
member-paragraph xyxy=(780,568,1120,600)
member-paragraph xyxy=(426,1812,766,1844)
member-paragraph xyxy=(780,1428,1120,1523)
branch-section xyxy=(780,1207,1120,1359)
member-text: (1) நா.நவநீதகிருஷ்ணன், 3/45 வடக்குத் தெரு, புங்கவாடி, ஆத்தூர், சேலம். (2) இளங்கோ, 38/3, வடக்குத் தெரு, புங்கவாடி, ஆத்தூர், சேலம். (3) பெரியசாமி, 3/19, வடக்குத் தெரு, புங்கவாடி, ஆத்தூர், சேலம். (4) ப.ரமேஷ், 2/308, வடக்குத் தெரு, புங்கவாடி, ஆத்தூர், சேலம். (5) க.கரிநாத், வடக்குத் தெரு, புங்கவாடி, ஆத்தூர், சேலம். xyxy=(72,1179,412,1270)
role-label: துணை அமைப்பாளர்கள் : xyxy=(426,1404,552,1416)
branch-title: இந்திரா நகர் கிளை xyxy=(896,548,1003,563)
